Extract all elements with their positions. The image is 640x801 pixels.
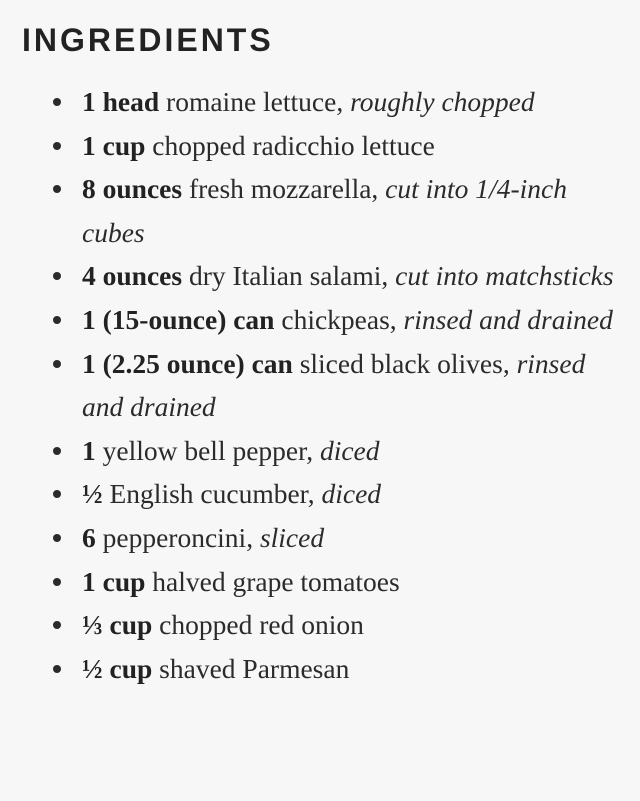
ingredient-name: dry Italian salami bbox=[182, 260, 382, 292]
ingredient-name: chopped red onion bbox=[152, 609, 364, 641]
ingredient-note: roughly chopped bbox=[350, 86, 535, 117]
ingredient-note: rinsed and drained bbox=[82, 347, 586, 423]
ingredient-name: yellow bell pepper bbox=[95, 434, 307, 466]
ingredient-item bbox=[0, 80, 640, 124]
ingredient-separator: , bbox=[306, 434, 320, 466]
ingredient-item bbox=[0, 342, 640, 429]
bullet-icon bbox=[53, 272, 61, 280]
ingredient-quantity: 1 cup bbox=[82, 565, 146, 597]
ingredients-list bbox=[0, 80, 640, 690]
ingredient-item bbox=[0, 560, 640, 604]
ingredient-quantity: 1 (15-ounce) can bbox=[82, 303, 275, 335]
bullet-icon bbox=[53, 665, 61, 673]
ingredient-note: cut into 1/4-inch cubes bbox=[82, 173, 567, 248]
ingredient-item bbox=[0, 124, 640, 168]
ingredient-note: rinsed and drained bbox=[403, 303, 613, 335]
ingredient-quantity: 1 (2.25 ounce) can bbox=[82, 347, 293, 379]
ingredient-name: fresh mozzarella bbox=[182, 173, 372, 205]
bullet-icon bbox=[53, 98, 61, 106]
bullet-icon bbox=[53, 185, 61, 193]
ingredient-separator: , bbox=[307, 478, 322, 510]
ingredient-item bbox=[0, 254, 640, 298]
bullet-icon bbox=[53, 316, 61, 324]
ingredient-quantity: ½ cup bbox=[82, 652, 153, 684]
bullet-icon bbox=[53, 360, 61, 368]
ingredient-quantity: 1 bbox=[82, 434, 96, 466]
ingredient-name: romaine lettuce bbox=[159, 86, 337, 117]
bullet-icon bbox=[53, 142, 61, 150]
ingredient-note: sliced bbox=[259, 521, 325, 553]
ingredient-quantity: ⅓ cup bbox=[82, 609, 153, 641]
ingredient-name: pepperoncini bbox=[95, 521, 247, 553]
ingredient-quantity: 8 ounces bbox=[82, 173, 183, 205]
ingredient-item bbox=[0, 167, 640, 254]
ingredient-quantity: 6 bbox=[82, 521, 96, 553]
ingredient-name: chickpeas bbox=[274, 303, 390, 335]
ingredient-name: halved grape tomatoes bbox=[145, 565, 400, 597]
ingredient-item bbox=[0, 516, 640, 560]
ingredient-item bbox=[0, 647, 640, 691]
ingredient-separator: , bbox=[381, 260, 396, 292]
ingredient-quantity: 1 cup bbox=[82, 129, 146, 161]
ingredients-heading: INGREDIENTS bbox=[22, 22, 274, 58]
ingredient-name: chopped radicchio lettuce bbox=[145, 129, 435, 161]
bullet-icon bbox=[53, 490, 61, 498]
ingredient-note: diced bbox=[321, 478, 382, 510]
ingredient-item bbox=[0, 298, 640, 342]
bullet-icon bbox=[53, 578, 61, 586]
bullet-icon bbox=[53, 621, 61, 629]
ingredient-note: diced bbox=[319, 434, 380, 466]
ingredient-item bbox=[0, 429, 640, 473]
ingredient-name: shaved Parmesan bbox=[152, 652, 350, 684]
ingredient-item bbox=[0, 603, 640, 647]
ingredient-name: sliced black olives bbox=[292, 347, 503, 379]
ingredient-item bbox=[0, 472, 640, 516]
ingredient-separator: , bbox=[371, 173, 386, 205]
ingredient-name: English cucumber bbox=[102, 478, 308, 510]
ingredient-separator: , bbox=[246, 521, 260, 553]
ingredient-quantity: 1 head bbox=[82, 86, 160, 117]
ingredient-separator: , bbox=[389, 303, 404, 335]
bullet-icon bbox=[53, 534, 61, 542]
ingredient-quantity: 4 ounces bbox=[82, 260, 183, 292]
bullet-icon bbox=[53, 447, 61, 455]
ingredient-separator: , bbox=[336, 86, 351, 117]
ingredient-separator: , bbox=[502, 347, 517, 379]
ingredient-quantity: ½ bbox=[82, 478, 103, 510]
ingredient-note: cut into matchsticks bbox=[395, 260, 614, 292]
